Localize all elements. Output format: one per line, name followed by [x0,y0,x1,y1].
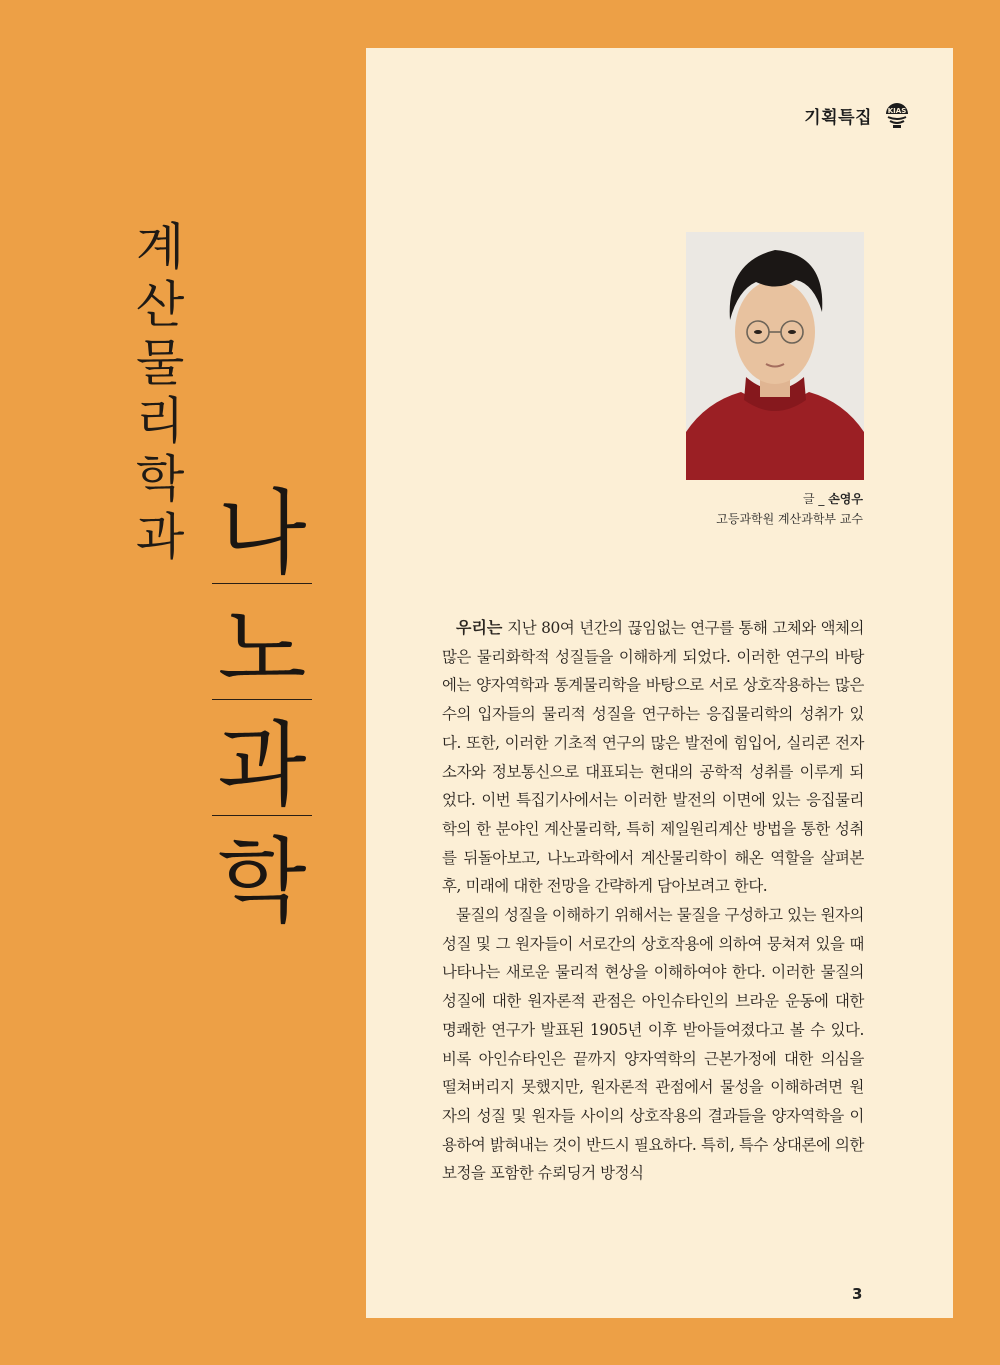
portrait-icon [686,232,864,480]
main-title-char: 과 [212,700,312,816]
subtitle-char: 계 [136,218,185,276]
kias-logo-icon [882,100,912,130]
main-title-char: 노 [212,584,312,700]
main-title [212,468,312,935]
paragraph-text: 지난 80여 년간의 끊임없는 연구를 통해 고체와 액체의 많은 물리화학적 성질들을 이해하게 되었다. 이러한 연구의 바탕에는 양자역학과 통계물리학을 바탕으로 서로 상호작용하는 많은 수의 입자들의 물리적 성질을 연구하는 응집물리학의 성취가 있다. 또한, 이러한 기초적 연구의 많은 발전에 힘입어, 실리콘 전자소자와 정보통신으로 대표되는 현대의 공학적 성취를 이루게 되었다. 이번 특집기사에서는 이러한 발전의 이면에 있는 응집물리학의 한 분야인 계산물리학, 특히 제일원리계산 방법을 통한 성취를 뒤돌아보고, 나노과학에서 계산물리학이 해온 역할을 살펴본 후, 미래에 대한 전망을 간략하게 담아보려고 한다. [442,619,864,896]
subtitle-char: 학 [136,450,185,508]
subtitle-char: 물 [136,334,185,392]
subtitle-char: 리 [136,392,185,450]
author-name: 손영우 [828,492,863,506]
article-body [442,614,864,1188]
section-label: 기획특집 [804,107,872,128]
subtitle-char: 과 [136,508,185,566]
author-affiliation: 고등과학원 계산과학부 교수 [716,512,863,526]
page-number: 3 [852,1285,863,1303]
article-paragraph: 물질의 성질을 이해하기 위해서는 물질을 구성하고 있는 원자의 성질 및 그 원자들이 서로간의 상호작용에 의하여 뭉쳐져 있을 때 나타나는 새로운 물리적 현상을 이해하여야 한다. 이러한 물질의 성질에 대한 원자론적 관점은 아인슈타인의 브라운 운동에 대한 명쾌한 연구가 발표된 1905년 이후 받아들여졌다고 볼 수 있다. 비록 아인슈타인은 끝까지 양자역학의 근본가정에 대한 의심을 떨쳐버리지 못했지만, 원자론적 관점에서 물성을 이해하려면 원자의 성질 및 원자들 사이의 상호작용의 결과들을 양자역학을 이용하여 밝혀내는 것이 반드시 필요하다. 특히, 특수 상대론에 의한 보정을 포함한 슈뢰딩거 방정식 [442,906,864,1183]
subtitle-char: 산 [136,276,185,334]
author-prefix: 글 _ [802,492,829,506]
author-byline [803,490,863,507]
article-paragraph [442,614,864,901]
section-header [804,100,912,130]
main-title-char: 나 [212,468,312,584]
main-title-char: 학 [217,827,307,935]
kias-logo-text: KIAS [887,107,907,115]
author-photo [686,232,864,480]
subtitle-vertical [136,218,184,566]
lead-word: 우리는 [456,618,503,637]
